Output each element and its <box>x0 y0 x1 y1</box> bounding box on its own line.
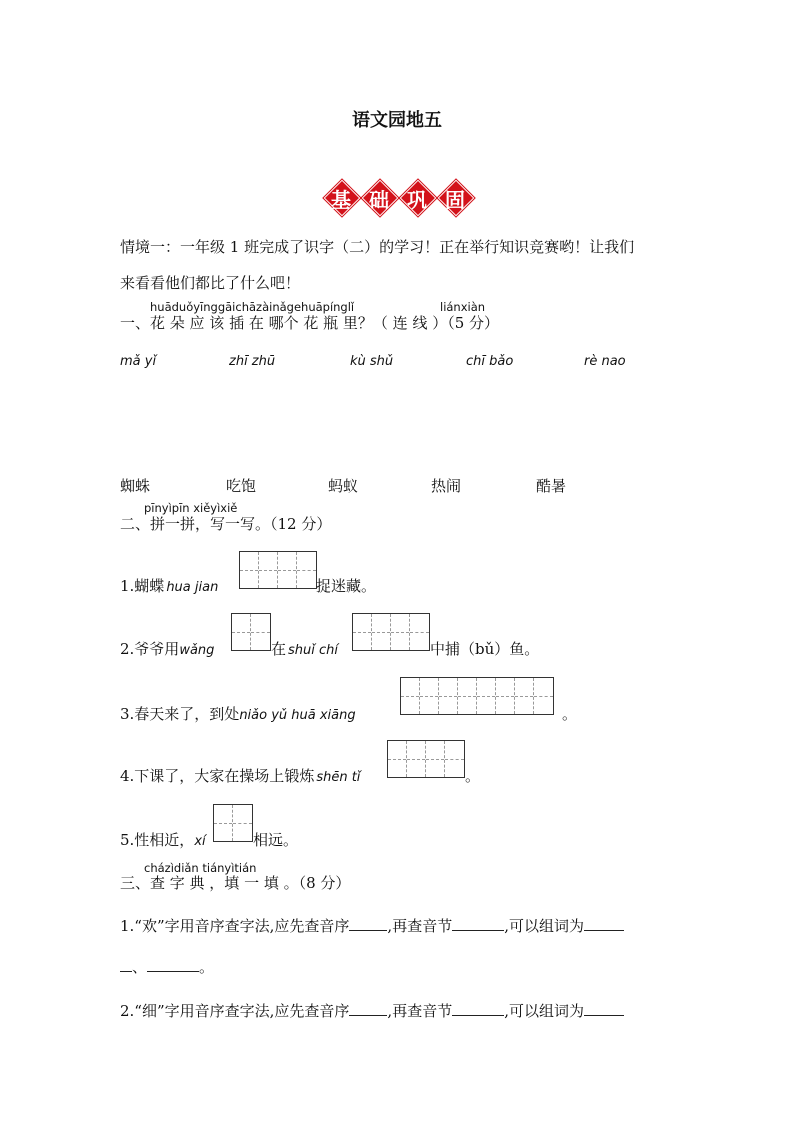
intro-line-2: 来看看他们都比了什么吧！ <box>120 274 301 292</box>
intro-line-1: 情境一：一年级 1 班完成了识字（二）的学习！正在举行知识竞赛哟！让我们 <box>120 238 635 256</box>
answer-blank[interactable] <box>349 916 387 931</box>
q1-pinyin: huāduǒyīnggāichāzàinǎgehuāpínglǐ <box>150 300 355 314</box>
q1-word: 蚂蚁 <box>328 477 359 495</box>
q3-item-1-cont: 、 。 <box>120 956 214 977</box>
banner-char: 础 <box>362 180 396 214</box>
writing-grid[interactable] <box>213 804 253 842</box>
q1-word: 蜘蛛 <box>120 477 151 495</box>
answer-blank[interactable] <box>584 1001 624 1016</box>
writing-grid[interactable] <box>387 740 465 778</box>
q2-item-5-end: 相远。 <box>253 831 299 849</box>
q3-pinyin: cházìdiǎn tiányìtián <box>144 861 257 875</box>
answer-blank[interactable] <box>349 1001 387 1016</box>
banner-char: 巩 <box>400 180 434 214</box>
q2-item-2: 2.爷爷用wǎng <box>120 640 215 658</box>
q3-heading: 三、查 字 典 ，填 一 填 。（8 分） <box>120 874 351 892</box>
answer-blank[interactable] <box>452 916 504 931</box>
q2-item-2-end: 中捕（bǔ）鱼。 <box>430 640 540 658</box>
q1-pinyin-word: chī bǎo <box>466 354 514 369</box>
q3-item-2: 2.“细”字用音序查字法,应先查音序 ,再查音节 ,可以组词为 <box>120 1000 624 1021</box>
q2-item-4: 4.下课了，大家在操场上锻炼 shēn tǐ <box>120 767 361 785</box>
q2-item-3: 3.春天来了，到处niǎo yǔ huā xiāng <box>120 705 356 723</box>
answer-blank[interactable] <box>147 957 199 972</box>
q1-heading: 一、花 朵 应 该 插 在 哪个 花 瓶 里？（ 连 线 ）（5 分） <box>120 314 500 332</box>
writing-grid[interactable] <box>239 551 317 589</box>
q2-item-3-end: 。 <box>562 705 578 723</box>
q1-word: 热闹 <box>431 477 462 495</box>
q1-pinyin-word: rè nao <box>584 354 626 369</box>
q3-item-1: 1.“欢”字用音序查字法,应先查音序 ,再查音节 ,可以组词为 <box>120 915 624 936</box>
q2-item-4-end: 。 <box>465 767 481 785</box>
writing-grid[interactable] <box>352 613 430 651</box>
q1-word: 酷暑 <box>536 477 567 495</box>
writing-grid[interactable] <box>231 613 271 651</box>
answer-blank[interactable] <box>584 916 624 931</box>
banner-char: 固 <box>438 180 472 214</box>
answer-blank[interactable] <box>120 957 132 972</box>
q2-pinyin: pīnyìpīn xiěyìxiě <box>144 501 238 515</box>
section-banner <box>324 180 472 214</box>
q1-pinyin-word: zhī zhū <box>229 354 276 369</box>
q2-item-2-mid: 在 shuǐ chí <box>271 640 339 658</box>
q2-heading: 二、拼一拼，写一写。（12 分） <box>120 515 332 533</box>
answer-blank[interactable] <box>452 1001 504 1016</box>
q1-pinyin-word: kù shǔ <box>350 354 394 369</box>
q1-pinyin-word: mǎ yǐ <box>120 354 157 369</box>
q2-item-1-end: 捉迷藏。 <box>316 577 377 595</box>
page-title: 语文园地五 <box>352 110 442 131</box>
q2-item-1: 1.蝴蝶 hua jian <box>120 577 219 595</box>
q2-item-5: 5.性相近，xí <box>120 831 206 849</box>
q1-pinyin-2: liánxiàn <box>440 300 486 314</box>
banner-char: 基 <box>324 180 358 214</box>
q1-word: 吃饱 <box>226 477 257 495</box>
writing-grid[interactable] <box>400 677 554 715</box>
